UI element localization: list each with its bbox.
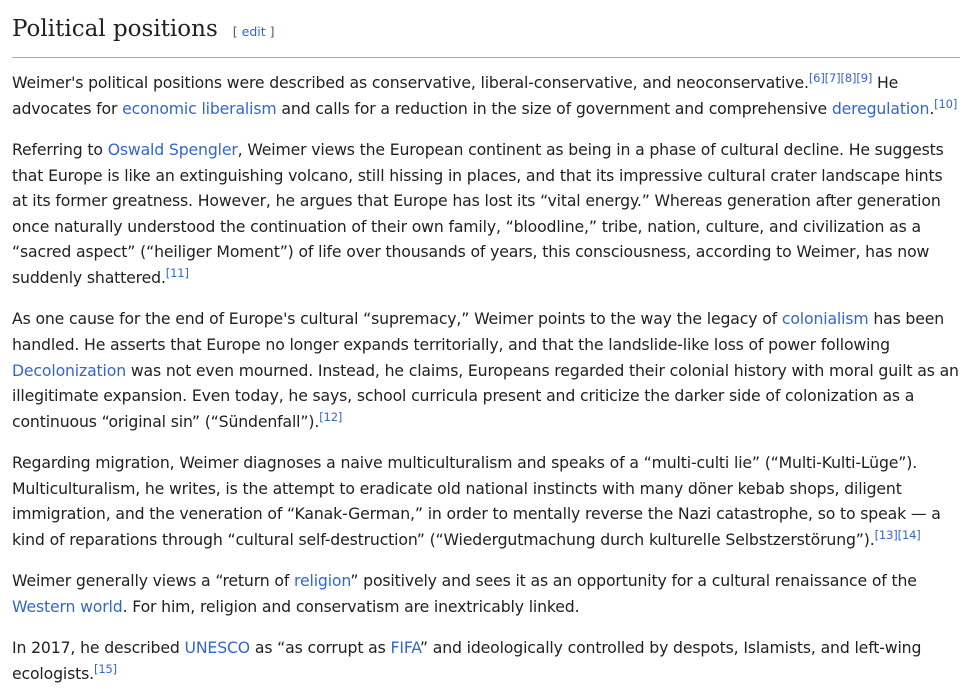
paragraph-1 [12,70,960,121]
edit-section [233,24,275,39]
text: was not even mourned. Instead, he claims, Europeans regarded their colonial history with moral guilt as an illegitimate expansion. Even today, he says, school curricula present and criticize the darker side of colonization as a continuous “original sin” (“Sündenfall”). [12,360,959,431]
text: as “as corrupt as [250,638,391,658]
link-economic-liberalism[interactable]: economic liberalism [122,98,277,118]
text: , Weimer views the European continent as being in a phase of cultural decline. He suggests that Europe is like an extinguishing volcano, still hissing in places, and that its impressive cultural crater landscape hints at its former greatness. However, he argues that Europe has lost its “vital energy.” Whereas generation after generation once naturally understood the continuation of their own family, “bloodline,” tribe, nation, culture, and civilization as a “sacred aspect” (“heiliger Moment”) of life over thousands of years, this consciousness, according to Weimer, has now suddenly shattered. [12,139,944,287]
text: In 2017, he described [12,638,185,658]
edit-bracket-close: ] [269,24,275,39]
citation-6[interactable]: [6] [808,70,825,85]
section-heading [12,16,960,58]
link-oswald-spengler[interactable]: Oswald Spengler [107,139,238,159]
paragraph-3 [12,306,960,434]
text: ” and ideologically controlled by despots, Islamists, and left-wing ecologists. [12,638,922,683]
text: Regarding migration, Weimer diagnoses a naive multiculturalism and speaks of a “multi-culti lie” (“Multi-Kulti-Lüge”). Multiculturalism, he writes, is the attempt to eradicate old national instincts with many döner kebab shops, diligent immigration, and the veneration of “Kanak-German,” in order to mentally reverse the Nazi catastrophe, so to speak — a kind of reparations through “cultural self-destruction” (“Wiedergutmachung durch kulturelle Selbstzerstörung”). [12,453,941,549]
text: . [929,98,935,118]
citation-12[interactable]: [12] [319,409,343,424]
citation-8[interactable]: [8] [840,70,857,85]
link-western-world[interactable]: Western world [12,596,123,616]
text: and calls for a reduction in the size of government and comprehensive [276,98,832,118]
link-fifa[interactable]: FIFA [390,638,420,658]
text: . For him, religion and conservatism are inextricably linked. [122,596,580,616]
citation-10[interactable]: [10] [934,96,958,111]
paragraph-2 [12,137,960,291]
citation-7[interactable]: [7] [824,70,841,85]
text: Weimer's political positions were described as conservative, liberal-conservative, and neoconservative. [12,73,809,92]
section-title: Political positions [12,16,218,42]
link-decolonization[interactable]: Decolonization [12,360,127,380]
paragraph-5 [12,568,960,619]
citation-13[interactable]: [13] [874,527,898,542]
text: ” positively and sees it as an opportunity for a cultural renaissance of the [350,571,917,591]
citation-11[interactable]: [11] [165,265,189,280]
link-colonialism[interactable]: colonialism [781,309,869,329]
text: Weimer generally views a “return of [12,571,295,591]
link-deregulation[interactable]: deregulation [831,98,930,118]
citation-14[interactable]: [14] [897,527,921,542]
citation-15[interactable]: [15] [93,661,117,676]
edit-link[interactable]: edit [241,24,266,39]
text: He advocates for [12,73,899,118]
paragraph-4 [12,450,960,552]
citation-9[interactable]: [9] [856,70,873,85]
text: As one cause for the end of Europe's cultural “supremacy,” Weimer points to the way the legacy of [12,309,782,329]
paragraph-6 [12,635,960,686]
text: Referring to [12,139,108,159]
text: has been handled. He asserts that Europe no longer expands territorially, and that the landslide-like loss of power following [12,309,945,354]
link-unesco[interactable]: UNESCO [184,638,251,658]
edit-bracket-open: [ [232,24,238,39]
link-religion[interactable]: religion [294,571,351,591]
